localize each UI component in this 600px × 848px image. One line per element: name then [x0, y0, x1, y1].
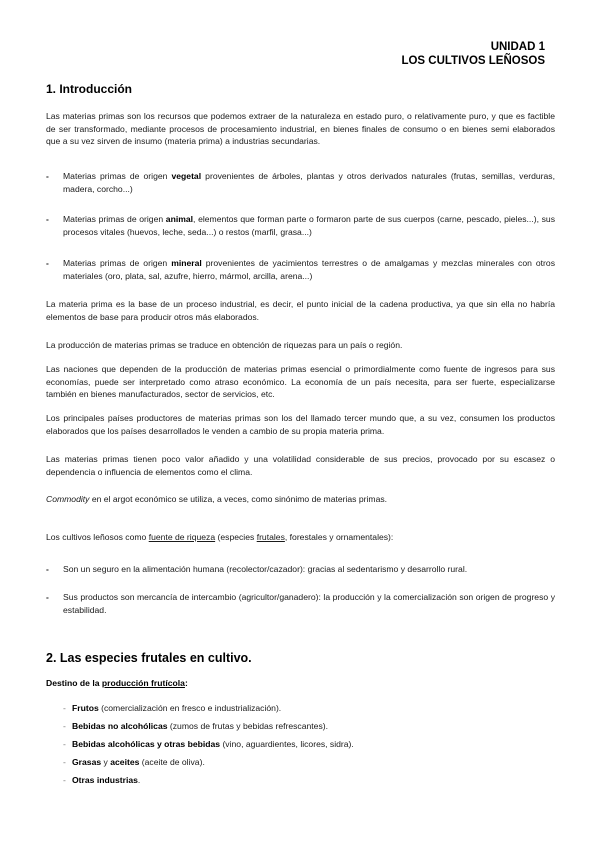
bullet-text: Materias primas de origen	[63, 171, 172, 181]
paragraph-intro: Las materias primas son los recursos que podemos extraer de la naturaleza en estado puro, o relativamente puro, y que es factible de ser transformado, mediante procesos de procesamiento industrial, en bienes finales de consumo o en bienes semi elaborados que a su vez sirven de insumo (materia prima) a industrias secundarias.	[46, 111, 555, 147]
bullet-text: Materias primas de origen	[63, 258, 172, 268]
list-item-text: (vino, aguardientes, licores, sidra).	[220, 739, 354, 749]
list-item-bebidas-alcoholicas	[72, 738, 354, 751]
destino-underlined: producción frutícola	[101, 678, 185, 688]
list-item-text: y	[101, 757, 111, 767]
lenosos-text: (especies	[215, 532, 257, 542]
bullet-marker: -	[46, 214, 49, 224]
list-marker: -	[63, 739, 66, 749]
paragraph-commodity	[46, 493, 555, 506]
list-item-keyword: Frutos	[72, 703, 99, 713]
bullet-marker: -	[46, 258, 49, 268]
paragraph-valor: Las materias primas tienen poco valor añadido y una volatilidad considerable de sus precios, provocado por su escasez o dependencia o influencia de elementos como el clima.	[46, 454, 555, 477]
lenosos-underlined: frutales	[256, 532, 285, 542]
bullet-marker: -	[46, 564, 49, 574]
lenosos-text: Los cultivos leñosos como	[46, 532, 149, 542]
list-item-bebidas-no-alcoholicas	[72, 720, 328, 733]
bullet-keyword: animal	[165, 214, 194, 224]
list-item-grasas-aceites	[72, 756, 205, 769]
bullet-keyword: mineral	[171, 258, 202, 268]
bullet-mercancia: Sus productos son mercancía de intercambio (agricultor/ganadero): la producción y la comercialización son origen de progreso y estabilidad.	[63, 592, 555, 615]
paragraph-naciones: Las naciones que dependen de la producción de materias primas esencial o primordialmente como fuente de ingresos para sus economías, puede ser interpretado como atraso económico. La economía de un país necesita, para ser fuerte, especializarse también en bienes manufacturados, sector de servicios, etc.	[46, 364, 555, 400]
bullet-text: , elementos que forman parte o formaron parte de sus cuerpos (carne, pescado, pieles...), sus procesos vitales (huevos, leche, seda...) o restos (marfil, grasa...)	[63, 214, 555, 237]
list-marker: -	[63, 703, 66, 713]
list-item-text: (aceite de oliva).	[139, 757, 205, 767]
list-marker: -	[63, 775, 66, 785]
bullet-origen-animal	[63, 213, 555, 238]
list-item-text: (comercialización en fresco e industrialización).	[98, 703, 282, 713]
section-heading-especies-frutales: 2. Las especies frutales en cultivo.	[46, 651, 252, 665]
bullet-origen-vegetal	[63, 170, 555, 195]
bullet-text: Materias primas de origen	[63, 214, 166, 224]
unit-title: LOS CULTIVOS LEÑOSOS	[401, 55, 545, 67]
list-marker: -	[63, 757, 66, 767]
commodity-text: en el argot económico se utiliza, a veces, como sinónimo de materias primas.	[89, 494, 388, 504]
list-item-keyword: Bebidas alcohólicas y otras bebidas	[72, 739, 221, 749]
list-item-keyword: aceites	[110, 757, 140, 767]
unit-number: UNIDAD 1	[490, 41, 545, 53]
list-item-frutos	[72, 702, 281, 715]
bullet-text: provenientes de yacimientos terrestres o de amalgamas y mezclas minerales con otros materiales (oro, plata, sal, azufre, hierro, mármol, arcilla, arena...)	[63, 258, 555, 281]
bullet-text: provenientes de árboles, plantas y otros derivados naturales (frutas, semillas, verduras, madera, corcho...)	[63, 171, 555, 194]
list-item-keyword: Otras industrias	[72, 775, 138, 785]
list-item-keyword: Bebidas no alcohólicas	[72, 721, 168, 731]
section-heading-introduccion: 1. Introducción	[46, 82, 133, 96]
subheading-destino	[46, 677, 188, 690]
bullet-keyword: vegetal	[171, 171, 202, 181]
destino-text: Destino de la	[46, 678, 102, 688]
paragraph-paises: Los principales países productores de materias primas son los del llamado tercer mundo que, a su vez, consumen los productos elaborados que los países desarrollados le venden a cambio de su propia materia prima.	[46, 413, 555, 436]
unit-header	[401, 40, 545, 68]
bullet-origen-mineral	[63, 257, 555, 282]
bullet-marker: -	[46, 171, 49, 181]
list-item-text: .	[137, 775, 141, 785]
list-marker: -	[63, 721, 66, 731]
paragraph-riqueza: La producción de materias primas se traduce en obtención de riquezas para un país o región.	[46, 340, 403, 350]
list-item-keyword: Grasas	[72, 757, 102, 767]
bullet-marker: -	[46, 592, 49, 602]
paragraph-cultivos-lenosos	[46, 531, 555, 544]
paragraph-base: La materia prima es la base de un proceso industrial, es decir, el punto inicial de la cadena productiva, ya que sin ella no habría elementos de base para producir otros más elaborados.	[46, 299, 555, 322]
bullet-seguro: Son un seguro en la alimentación humana (recolector/cazador): gracias al sedentarismo y desarrollo rural.	[63, 564, 468, 574]
lenosos-text: , forestales y ornamentales):	[284, 532, 394, 542]
list-item-otras-industrias	[72, 774, 140, 787]
list-item-text: (zumos de frutas y bebidas refrescantes).	[167, 721, 329, 731]
commodity-term: Commodity	[46, 494, 90, 504]
lenosos-underlined: fuente de riqueza	[148, 532, 216, 542]
destino-text: :	[184, 678, 188, 688]
